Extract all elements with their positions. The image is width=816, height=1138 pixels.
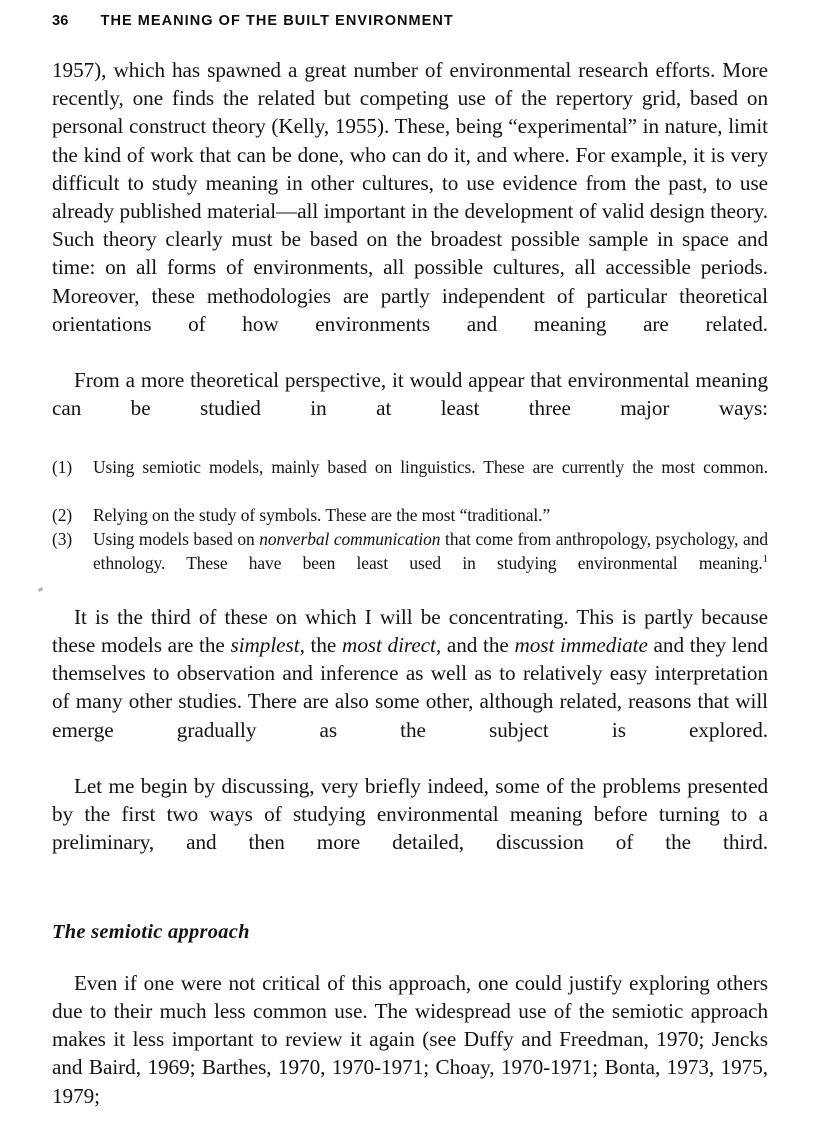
list-item-text xyxy=(93,529,768,597)
list-item-text-segment: Relying on the study of symbols. These are the most “traditional.” xyxy=(93,504,551,525)
heading-top-spacer xyxy=(52,885,768,919)
list-item xyxy=(52,455,768,503)
list-marker: (3) xyxy=(52,528,73,549)
section-heading: The semiotic approach xyxy=(52,920,250,943)
paragraph-3-segment: It is the third of these on which I will be concentrating. This is partly because these models are the xyxy=(52,604,768,658)
paragraph-3-segment: and they lend themselves to observation and inference as well as to relatively easy interpretation of many other studies. There are also some other, although related, reasons that will emerge gradually as the subject is explored. xyxy=(52,633,768,742)
running-head xyxy=(52,13,768,29)
list-item-text-segment: that come from anthropology, psychology, and ethnology. These have been least used in studying environmental meaning. xyxy=(93,528,769,573)
paragraph-2: From a more theoretical perspective, it would appear that environmental meaning can be studied in at least three major ways: xyxy=(52,368,768,421)
list-item-text xyxy=(93,505,550,525)
paragraph-4: Let me begin by discussing, very briefly indeed, some of the problems presented by the first two ways of studying environmental meaning before turning to a preliminary, and then more detailed, discussion of the third. xyxy=(52,774,768,855)
list-item-text-segment: Using models based on xyxy=(93,528,260,549)
heading-bottom-spacer xyxy=(52,945,768,969)
text-column xyxy=(52,56,768,1138)
list-item-text-segment: Using semiotic models, mainly based on linguistics. These are currently the most common. xyxy=(93,456,768,477)
list-marker: (1) xyxy=(52,456,73,477)
emphasis-most-direct: most direct, xyxy=(341,633,442,658)
footnote-reference: 1 xyxy=(762,553,768,566)
emphasis-simplest: simplest, xyxy=(230,633,305,658)
page-number: 36 xyxy=(52,13,69,29)
list-item-text xyxy=(93,457,768,501)
list-item xyxy=(52,503,768,527)
emphasis-nonverbal-communication: nonverbal communication xyxy=(259,528,441,549)
scan-artifact-speck xyxy=(38,587,44,592)
paragraph-3-segment: and the xyxy=(441,633,515,658)
numbered-list xyxy=(52,455,768,599)
paragraph-1: 1957), which has spawned a great number of environmental research efforts. More recently, one finds the related but competing use of the repertory grid, based on personal construct theory (Kelly, 1955). These, being “experimental” in nature, limit the kind of work that can be done, who can do it, and where. For example, it is very difficult to study meaning in other cultures, to use evidence from the past, to use already published material—all important in the development of valid design theory. Such theory clearly must be based on the broadest possible sample in space and time: on all forms of environments, all possible cultures, all accessible periods. Moreover, these methodologies are partly independent of particular theoretical orientations of how environments and meaning are related. xyxy=(52,58,768,336)
paragraph-3 xyxy=(52,603,768,772)
emphasis-most-immediate: most immediate xyxy=(514,633,648,658)
paragraph-3-segment: the xyxy=(304,633,342,658)
paragraph-5: Even if one were not critical of this approach, one could justify exploring others due to their much less common use. The widespread use of the semiotic approach makes it less important to review it again (see Duffy and Freedman, 1970; Jencks and Baird, 1969; Barthes, 1970, 1970-1971; Choay, 1970-1971; Bonta, 1973, 1975, 1979; xyxy=(52,970,768,1108)
list-marker: (2) xyxy=(52,504,73,525)
running-title: THE MEANING OF THE BUILT ENVIRONMENT xyxy=(100,13,454,29)
list-item xyxy=(52,527,768,599)
